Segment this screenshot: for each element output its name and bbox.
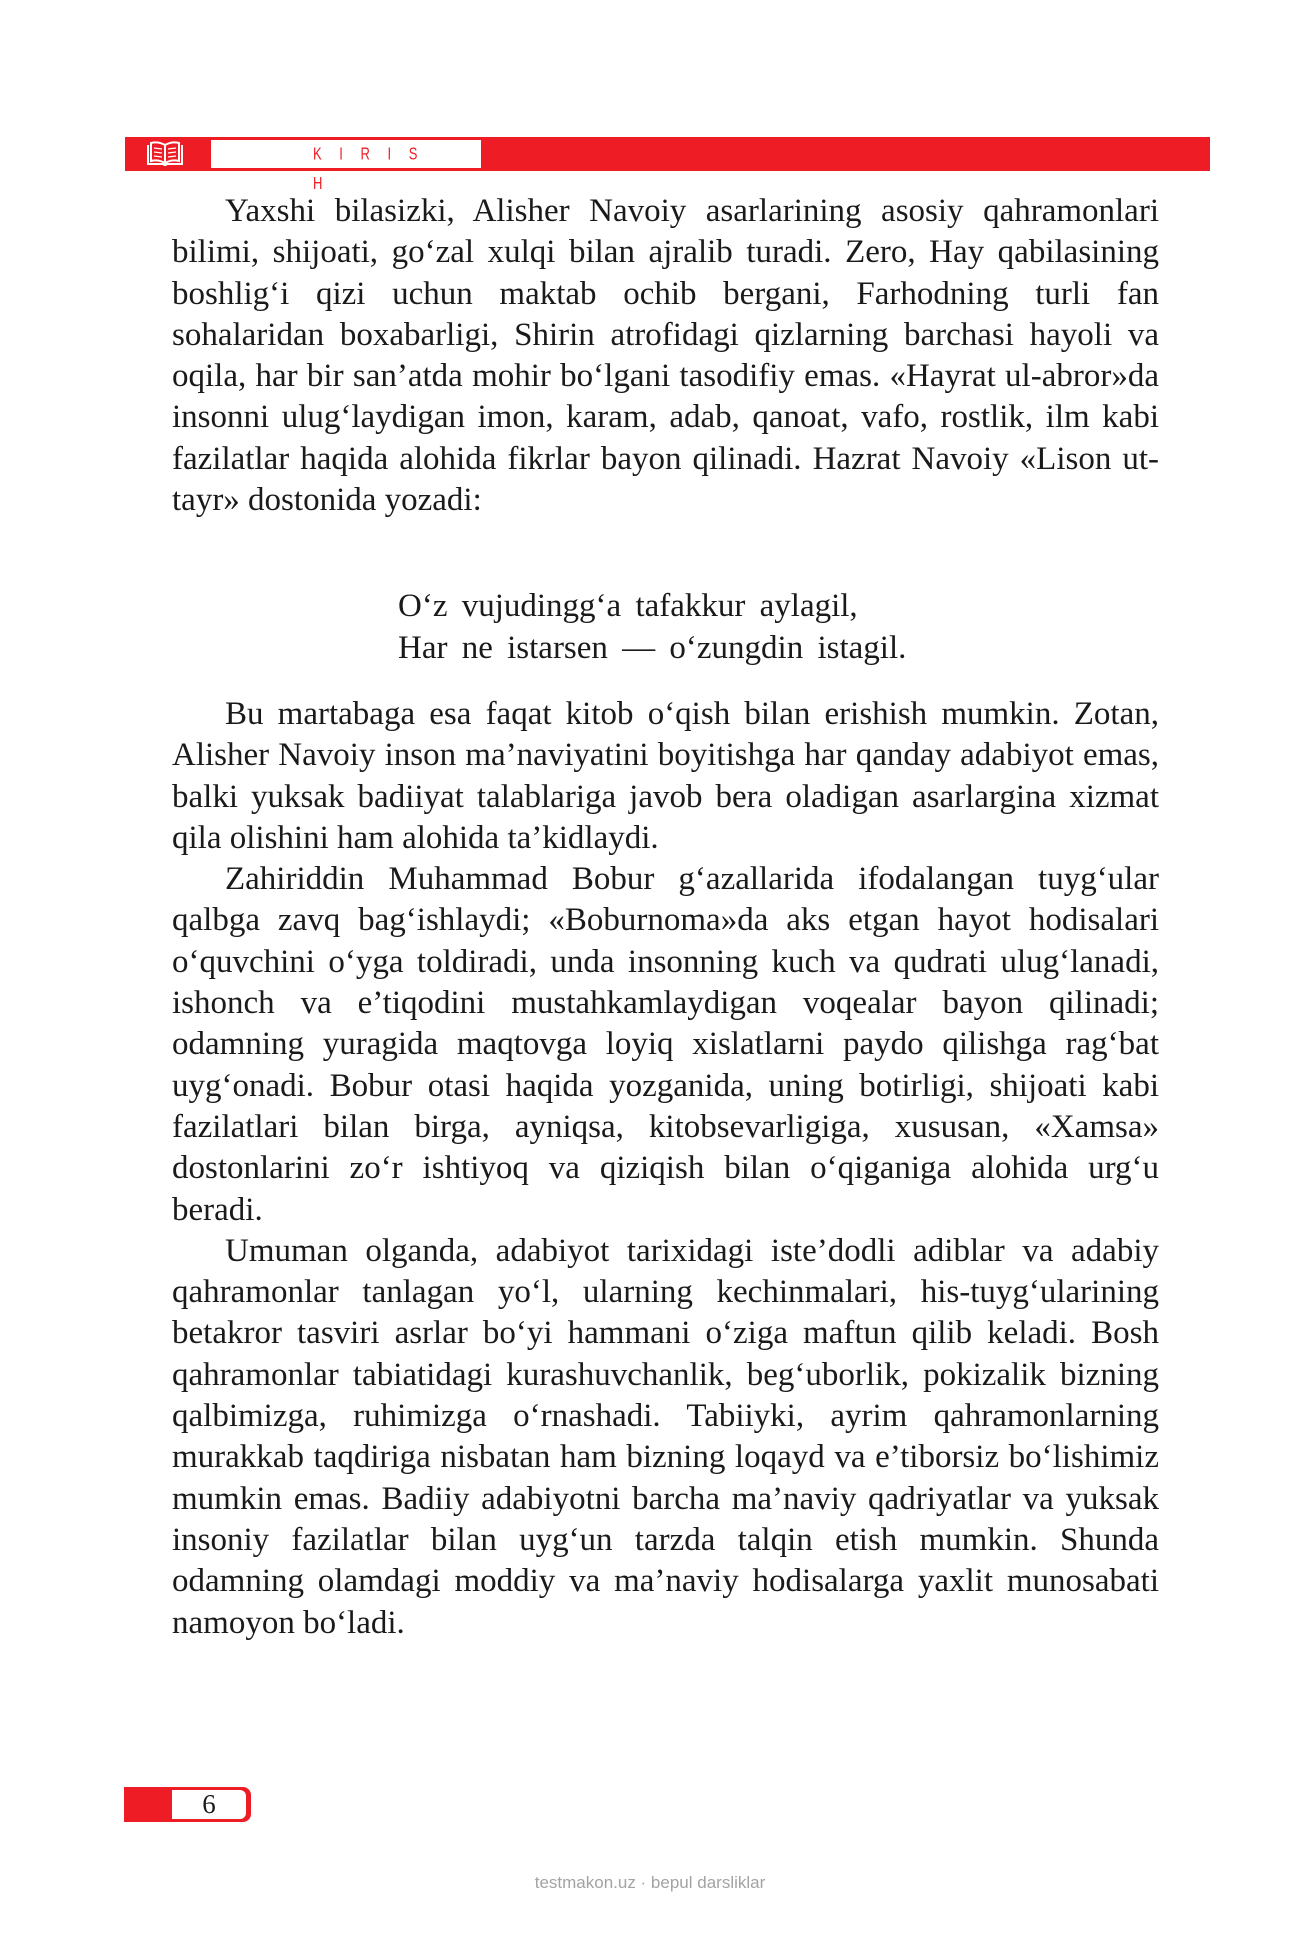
body-text-top	[172, 191, 1159, 521]
paragraph-4: Umuman olganda, adabiyot tarixidagi iste’dodli adiblar va adabiy qahramonlar tanlagan yo‘l, ularning kechinmalari, his-tuyg‘ularining betakror tasviri asrlar bo‘yi hammani o‘ziga maftun qilib keladi. Bosh qahramonlar tabiatidagi kurashuvchanlik, beg‘uborlik, pokizalik bizning qalbimizga, ruhimizga o‘rnashadi. Tabiiyki, ayrim qahramonlarning murakkab taqdiriga nisbatan ham bizning loqayd va e’tiborsiz bo‘lishimiz mumkin emas. Badiiy adabiyotni barcha ma’naviy qadriyatlar va yuksak insoniy fazilatlar bilan uyg‘un tarzda talqin etish mumkin. Shunda odamning olamdagi moddiy va ma’naviy hodisalarga yaxlit munosabati namoyon bo‘ladi.	[172, 1232, 1159, 1641]
poem-quote	[398, 586, 1098, 669]
paragraph-2: Bu martabaga esa faqat kitob o‘qish bilan erishish mumkin. Zotan, Alisher Navoiy inson ma’naviyatini boyitishga har qanday adabiyot emas, balki yuksak badiiyat talablariga javob bera oladigan asarlargina xizmat qila olishini ham alohida ta’kidlaydi.	[172, 696, 1159, 856]
watermark: testmakon.uz · bepul darsliklar	[534, 1873, 766, 1892]
page-number: 6	[172, 1790, 246, 1819]
body-text-bottom	[172, 694, 1159, 1644]
paragraph-3: Zahiriddin Muhammad Bobur g‘azallarida ifodalangan tuyg‘ular qalbga zavq bag‘ishlaydi; «Boburnoma»da aks etgan hayot hodisalari o‘quvchini o‘yga toldiradi, unda insonning kuch va qudrati ulug‘lanadi, ishonch va e’tiqodini mustahkamlaydigan voqealar bayon qilinadi; odamning yuragida maqtovga loyiq xislatlarni paydo qilishga rag‘bat uyg‘onadi. Bobur otasi haqida yozganida, uning botirligi, shijoati kabi fazilatlari bilan birga, ayniqsa, kitobsevarligiga, xususan, «Xamsa» dostonlarini zo‘r ishtiyoq va qiziqish bilan o‘qiganiga alohida urg‘u beradi.	[172, 861, 1159, 1228]
section-label: K I R I S H	[313, 143, 425, 194]
open-book-icon	[145, 140, 185, 168]
poem-line-2: Har ne istarsen — o‘zungdin istagil.	[398, 629, 907, 666]
poem-line-1: O‘z vujudingg‘a tafakkur aylagil,	[398, 588, 858, 624]
paragraph-1: Yaxshi bilasizki, Alisher Navoiy asarlarining asosiy qahramonlari bilimi, shijoati, go‘zal xulqi bilan ajralib turadi. Zero, Hay qabilasining boshlig‘i qizi uchun maktab ochib bergani, Farhodning turli fan sohalaridan boxabarligi, Shirin atrofidagi qizlarning barchasi hayoli va oqila, har bir san’atda mohir bo‘lgani tasodifiy emas. «Hayrat ul-abror»da insonni ulug‘laydigan imon, karam, adab, qanoat, vafo, rostlik, ilm kabi fazilatlar haqida alohida fikrlar bayon qilinadi. Hazrat Navoiy «Lison ut-tayr» dostonida yozadi:	[172, 193, 1159, 519]
